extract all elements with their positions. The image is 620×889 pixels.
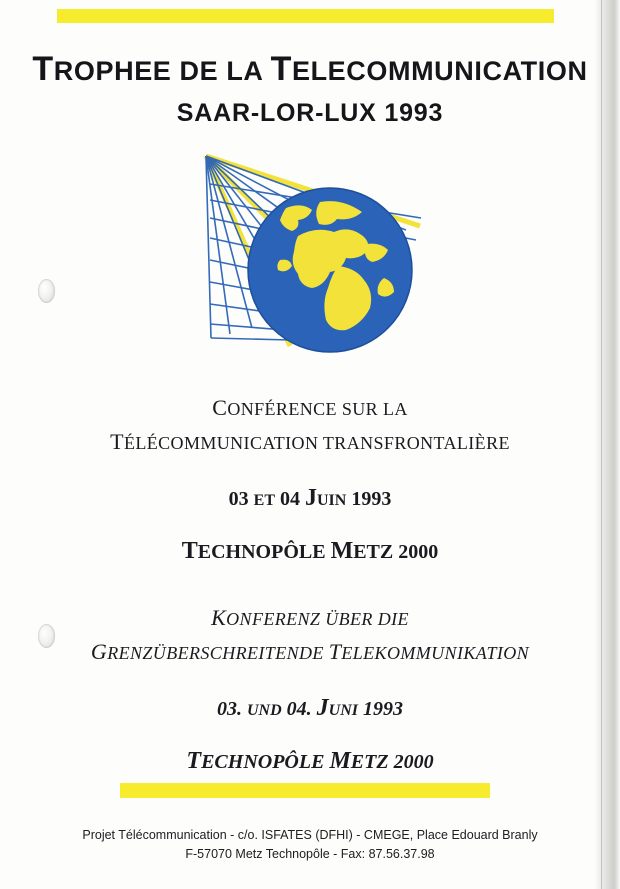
de-date-day2: 04.	[281, 698, 317, 720]
title-text-a: ROPHEE DE LA	[53, 56, 271, 86]
page-edge-line	[601, 0, 602, 889]
german-place-line	[0, 748, 620, 775]
footer-line-2: F-57070 Metz Technopôle - Fax: 87.56.37.98	[185, 846, 435, 861]
fr-date-day1: 03	[228, 488, 254, 510]
footer-address	[0, 826, 620, 864]
de-l2-text2: ELEKOMMUNIKATION	[341, 643, 530, 663]
fr-l1-text: ONFÉRENCE SUR LA	[227, 399, 408, 419]
title-block	[0, 50, 620, 128]
fr-place-initial1: T	[181, 538, 198, 564]
title-initial-t1: T	[32, 50, 54, 88]
german-date-line	[0, 695, 620, 722]
fr-place-text2: ETZ	[353, 541, 394, 563]
de-l2-text: RENZÜBERSCHREITENDE	[107, 643, 329, 663]
fr-place-initial2: M	[330, 538, 354, 564]
de-date-day1: 03.	[216, 698, 247, 720]
de-place-initial2: M	[329, 748, 351, 774]
french-date-line	[0, 485, 620, 512]
fr-date-day2: 04	[275, 488, 305, 510]
de-place-number: 2000	[388, 751, 434, 773]
fr-date-conjunction: ET	[253, 492, 275, 509]
document-title-line2: SAAR-LOR-LUX 1993	[176, 99, 444, 127]
fr-place-text1: ECHNOPÔLE	[197, 541, 331, 563]
fr-l2-text: ÉLÉCOMMUNICATION TRANSFRONTALIÈRE	[123, 433, 510, 453]
de-place-text1: ECHNOPÔLE	[201, 751, 330, 773]
french-place-line	[0, 538, 620, 565]
top-yellow-bar	[57, 9, 554, 23]
de-place-text2: ETZ	[350, 751, 389, 773]
german-conference-line2	[0, 639, 620, 665]
de-date-conjunction: UND	[246, 702, 282, 719]
fr-place-number: 2000	[393, 541, 439, 563]
german-conference-block	[0, 605, 620, 775]
de-l1-initial: K	[211, 605, 227, 630]
de-place-initial1: T	[186, 748, 202, 774]
document-title-line1	[0, 50, 620, 89]
french-conference-line1	[0, 395, 620, 421]
de-l1-text: ONFERENZ ÜBER DIE	[226, 609, 409, 629]
fr-date-year: 1993	[346, 488, 392, 510]
fr-date-month-initial: J	[305, 485, 317, 511]
bottom-yellow-bar	[120, 783, 490, 798]
de-date-year: 1993	[358, 698, 403, 720]
footer-line-1: Projet Télécommunication - c/o. ISFATES (DFHI) - CMEGE, Place Edouard Branly	[82, 828, 538, 842]
title-initial-t2: T	[270, 50, 292, 88]
de-date-month: UNI	[328, 702, 358, 719]
de-date-month-initial: J	[316, 695, 329, 721]
french-conference-block	[0, 395, 620, 565]
german-conference-line1	[0, 605, 620, 631]
fr-l1-initial: C	[212, 395, 228, 420]
title-text-b: ELECOMMUNICATION	[291, 56, 588, 86]
de-l2-initial2: T	[328, 639, 342, 664]
globe-network-logo	[170, 148, 450, 363]
french-conference-line2	[0, 429, 620, 455]
fr-date-month: UIN	[317, 492, 347, 509]
de-l2-initial: G	[90, 639, 108, 664]
punch-hole-top	[38, 279, 55, 303]
fr-l2-initial: T	[110, 429, 124, 454]
